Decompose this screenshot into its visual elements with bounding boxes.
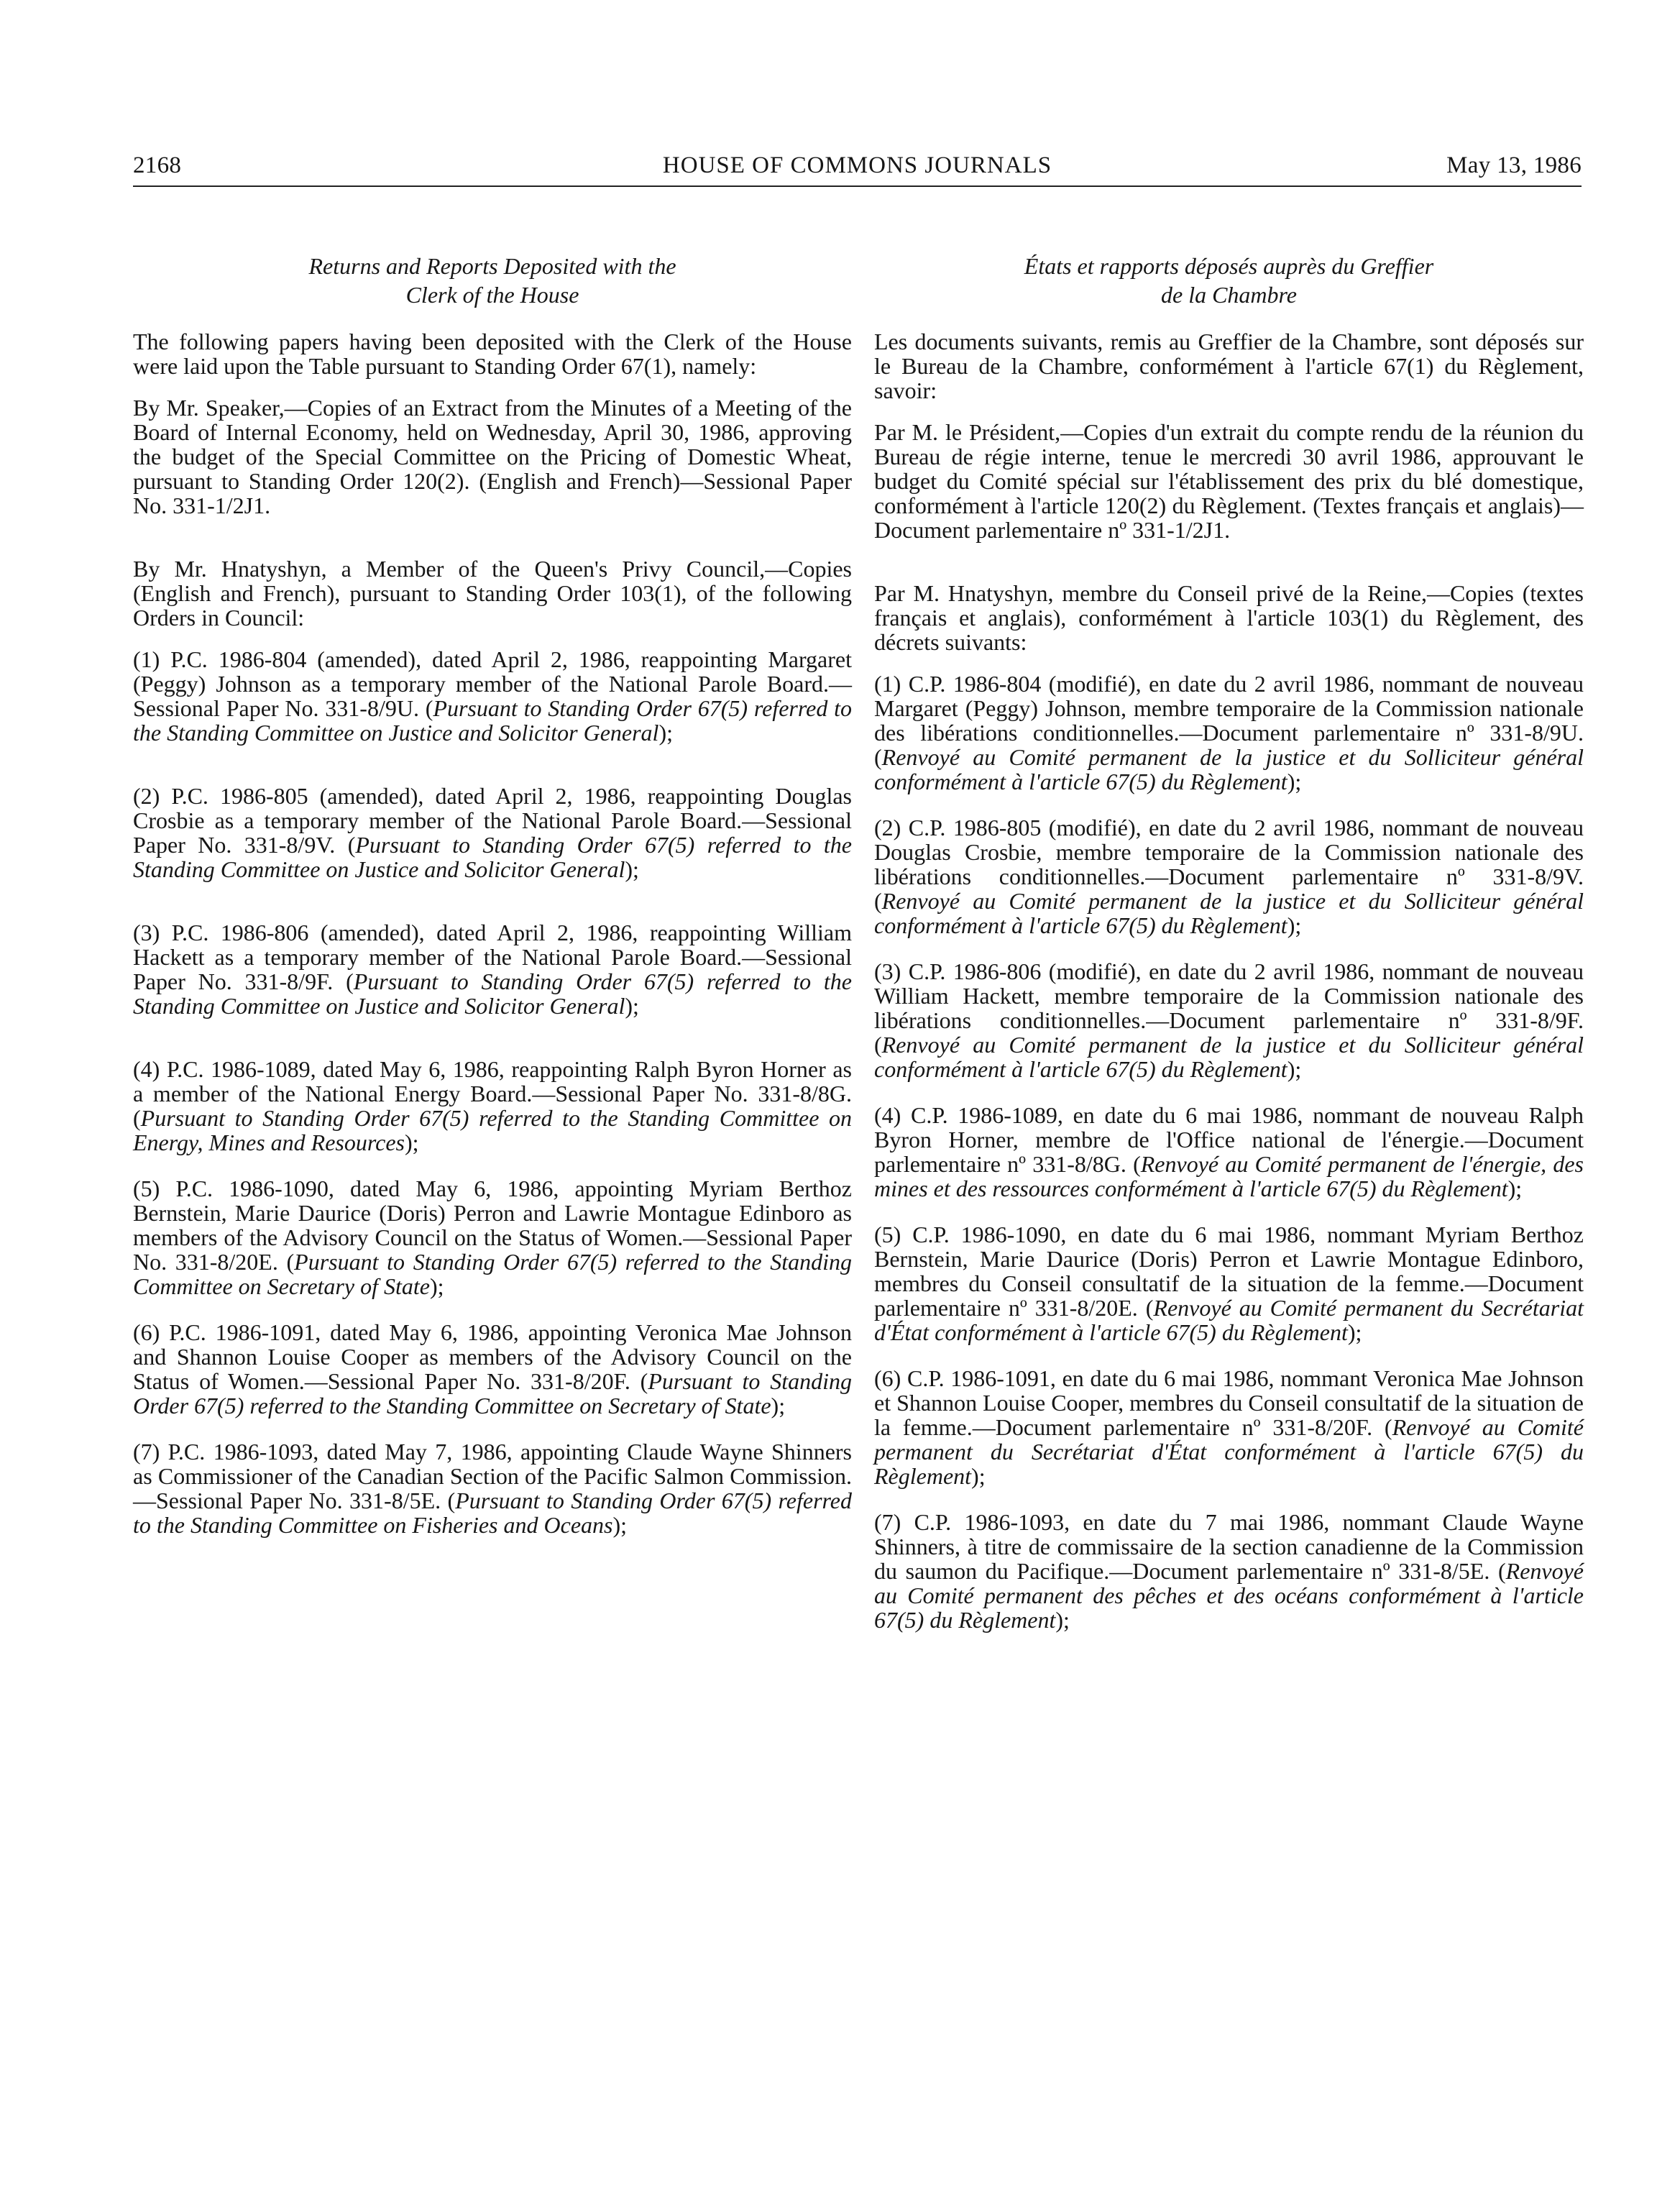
item-referral: Renvoyé au Comité permanent de la justice et du Solliciteur général conformément à l'article 67(5) du Règlement <box>874 888 1584 938</box>
item-referral: Renvoyé au Comité permanent du Secrétariat d'État conformément à l'article 67(5) du Règlement <box>874 1414 1584 1489</box>
french-item-2 <box>874 815 1584 938</box>
item-tail: ); <box>404 1129 419 1155</box>
item-tail: ); <box>612 1512 628 1538</box>
item-tail: ); <box>625 856 639 882</box>
item-tail: ); <box>658 720 673 746</box>
item-text: (1) C.P. 1986-804 (modifié), en date du 2 avril 1986, nommant de nouveau Margaret (Peggy) Johnson, membre temporaire de la Commission nationale des libérations conditionnelles.—Document parlementaire nº 331-8/9U. ( <box>874 671 1584 770</box>
french-speaker-paragraph: Par M. le Président,—Copies d'un extrait du compte rendu de la réunion du Bureau de régie interne, tenue le mercredi 30 avril 1986, approuvant le budget du Comité spécial sur l'établissement des prix du blé domestique, conformément à l'article 120(2) du Règlement. (Textes français et anglais)—Document parlementaire nº 331-1/2J1. <box>874 419 1584 543</box>
french-heading-line2: de la Chambre <box>1160 282 1297 308</box>
item-referral: Renvoyé au Comité permanent des pêches et des océans conformément à l'article 67(5) du Règlement <box>874 1558 1584 1633</box>
french-section-heading <box>874 252 1584 309</box>
item-tail: ); <box>1055 1607 1070 1633</box>
english-item-1 <box>133 647 852 745</box>
item-text: (6) P.C. 1986-1091, dated May 6, 1986, appointing Veronica Mae Johnson and Shannon Louise Cooper as members of the Advisory Council on the Status of Women.—Sessional Paper No. 331-8/20F. ( <box>133 1319 852 1394</box>
item-referral: Renvoyé au Comité permanent du Secrétariat d'État conformément à l'article 67(5) du Règlement <box>874 1295 1584 1345</box>
item-referral: Pursuant to Standing Order 67(5) referred to the Standing Committee on Energy, Mines and Resources <box>133 1105 852 1155</box>
french-item-3 <box>874 959 1584 1081</box>
english-item-4 <box>133 1057 852 1155</box>
english-intro: The following papers having been deposited with the Clerk of the House were laid upon the Table pursuant to Standing Order 67(1), namely: <box>133 329 852 379</box>
item-referral: Pursuant to Standing Order 67(5) referred to the Standing Committee on Justice and Solicitor General <box>133 832 853 882</box>
item-text: (7) C.P. 1986-1093, en date du 7 mai 1986, nommant Claude Wayne Shinners, à titre de commissaire de la section canadienne de la Commission du saumon du Pacifique.—Document parlementaire nº 331-8/5E. ( <box>874 1509 1584 1584</box>
french-item-5 <box>874 1222 1584 1344</box>
english-heading-line1: Returns and Reports Deposited with the <box>308 253 676 279</box>
english-item-7 <box>133 1439 852 1537</box>
page-number: 2168 <box>133 152 182 178</box>
item-text: (2) P.C. 1986-805 (amended), dated April 2, 1986, reappointing Douglas Crosbie as a temporary member of the National Parole Board.—Sessional Paper No. 331-8/9V. ( <box>133 783 852 858</box>
item-text: (2) C.P. 1986-805 (modifié), en date du 2 avril 1986, nommant de nouveau Douglas Crosbie, membre temporaire de la Commission nationale des libérations conditionnelles.—Document parlementaire nº 331-8/9V. ( <box>874 815 1584 914</box>
french-item-4 <box>874 1103 1584 1201</box>
item-text: (7) P.C. 1986-1093, dated May 7, 1986, appointing Claude Wayne Shinners as Commissioner of the Canadian Section of the Pacific Salmon Commission.—Sessional Paper No. 331-8/5E. ( <box>133 1439 852 1513</box>
item-text: (5) P.C. 1986-1090, dated May 6, 1986, appointing Myriam Berthoz Bernstein, Marie Daurice (Doris) Perron and Lawrie Montague Edinboro as members of the Advisory Council on the Status of Women.—Sessional Paper No. 331-8/20E. ( <box>133 1176 852 1275</box>
french-item-6 <box>874 1366 1584 1488</box>
item-referral: Renvoyé au Comité permanent de l'énergie, des mines et des ressources conformément à l'article 67(5) du Règlement <box>874 1151 1584 1201</box>
item-tail: ); <box>429 1273 444 1299</box>
english-item-6 <box>133 1320 852 1418</box>
french-intro: Les documents suivants, remis au Greffier de la Chambre, sont déposés sur le Bureau de la Chambre, conformément à l'article 67(1) du Règlement, savoir: <box>874 329 1584 403</box>
english-hnatyshyn-paragraph: By Mr. Hnatyshyn, a Member of the Queen's Privy Council,—Copies (English and French), pursuant to Standing Order 103(1), of the following Orders in Council: <box>133 556 852 631</box>
item-referral: Pursuant to Standing Order 67(5) referred to the Standing Committee on Secretary of State <box>133 1249 853 1299</box>
item-tail: ); <box>1507 1176 1523 1201</box>
item-text: (3) C.P. 1986-806 (modifié), en date du 2 avril 1986, nommant de nouveau William Hackett, membre temporaire de la Commission nationale des libérations conditionnelles.—Document parlementaire nº 331-8/9F. ( <box>874 958 1584 1058</box>
item-tail: ); <box>1287 912 1302 938</box>
header-rule <box>133 185 1582 187</box>
item-text: (5) C.P. 1986-1090, en date du 6 mai 1986, nommant Myriam Berthoz Bernstein, Marie Daurice (Doris) Perron et Lawrie Montague Edinboro, membres du Conseil consultatif de la situation de la femme.—Document parlementaire nº 331-8/20E. ( <box>874 1222 1584 1321</box>
item-tail: ); <box>625 993 639 1019</box>
item-referral: Renvoyé au Comité permanent de la justice et du Solliciteur général conformément à l'article 67(5) du Règlement <box>874 744 1584 794</box>
item-tail: ); <box>1347 1319 1362 1345</box>
english-item-3 <box>133 920 852 1018</box>
french-item-7 <box>874 1510 1584 1632</box>
french-heading-line1: États et rapports déposés auprès du Greffier <box>1024 253 1434 279</box>
french-column <box>874 252 1584 1632</box>
item-tail: ); <box>1287 1056 1302 1082</box>
item-referral: Pursuant to Standing Order 67(5) referred to the Standing Committee on Fisheries and Oceans <box>133 1488 853 1538</box>
french-item-1 <box>874 672 1584 794</box>
item-text: (6) C.P. 1986-1091, en date du 6 mai 1986, nommant Veronica Mae Johnson et Shannon Louise Cooper, membres du Conseil consultatif de la situation de la femme.—Document parlementaire nº 331-8/20F. ( <box>874 1365 1584 1440</box>
item-text: (3) P.C. 1986-806 (amended), dated April 2, 1986, reappointing William Hackett as a temporary member of the National Parole Board.—Sessional Paper No. 331-8/9F. ( <box>133 920 852 994</box>
english-section-heading <box>133 252 852 309</box>
english-speaker-paragraph: By Mr. Speaker,—Copies of an Extract from the Minutes of a Meeting of the Board of Internal Economy, held on Wednesday, April 30, 1986, approving the budget of the Special Committee on the Pricing of Domestic Wheat, pursuant to Standing Order 120(2). (English and French)—Sessional Paper No. 331-1/2J1. <box>133 395 852 518</box>
item-referral: Pursuant to Standing Order 67(5) referred to the Standing Committee on Secretary of State <box>133 1368 853 1419</box>
item-text: (1) P.C. 1986-804 (amended), dated April 2, 1986, reappointing Margaret (Peggy) Johnson as a temporary member of the National Parole Board.—Sessional Paper No. 331-8/9U. ( <box>133 646 852 721</box>
item-text: (4) P.C. 1986-1089, dated May 6, 1986, reappointing Ralph Byron Horner as a member of the National Energy Board.—Sessional Paper No. 331-8/8G. ( <box>133 1056 852 1131</box>
item-tail: ); <box>971 1463 986 1489</box>
item-text: (4) C.P. 1986-1089, en date du 6 mai 1986, nommant de nouveau Ralph Byron Horner, membre de l'Office national de l'énergie.—Document parlementaire nº 331-8/8G. ( <box>874 1102 1584 1177</box>
english-heading-line2: Clerk of the House <box>405 282 579 308</box>
page-header <box>133 152 1582 188</box>
item-referral: Pursuant to Standing Order 67(5) referred to the Standing Committee on Justice and Solicitor General <box>133 695 853 746</box>
item-referral: Pursuant to Standing Order 67(5) referred to the Standing Committee on Justice and Solicitor General <box>133 968 853 1019</box>
english-item-2 <box>133 784 852 881</box>
french-hnatyshyn-paragraph: Par M. Hnatyshyn, membre du Conseil privé de la Reine,—Copies (textes français et anglais), conformément à l'article 103(1) du Règlement, des décrets suivants: <box>874 580 1584 655</box>
item-tail: ); <box>771 1393 786 1419</box>
english-column <box>133 252 852 1537</box>
item-referral: Renvoyé au Comité permanent de la justice et du Solliciteur général conformément à l'article 67(5) du Règlement <box>874 1032 1584 1082</box>
journal-title: HOUSE OF COMMONS JOURNALS <box>662 152 1052 178</box>
item-tail: ); <box>1287 769 1302 794</box>
english-item-5 <box>133 1176 852 1298</box>
page-date: May 13, 1986 <box>1446 152 1582 178</box>
